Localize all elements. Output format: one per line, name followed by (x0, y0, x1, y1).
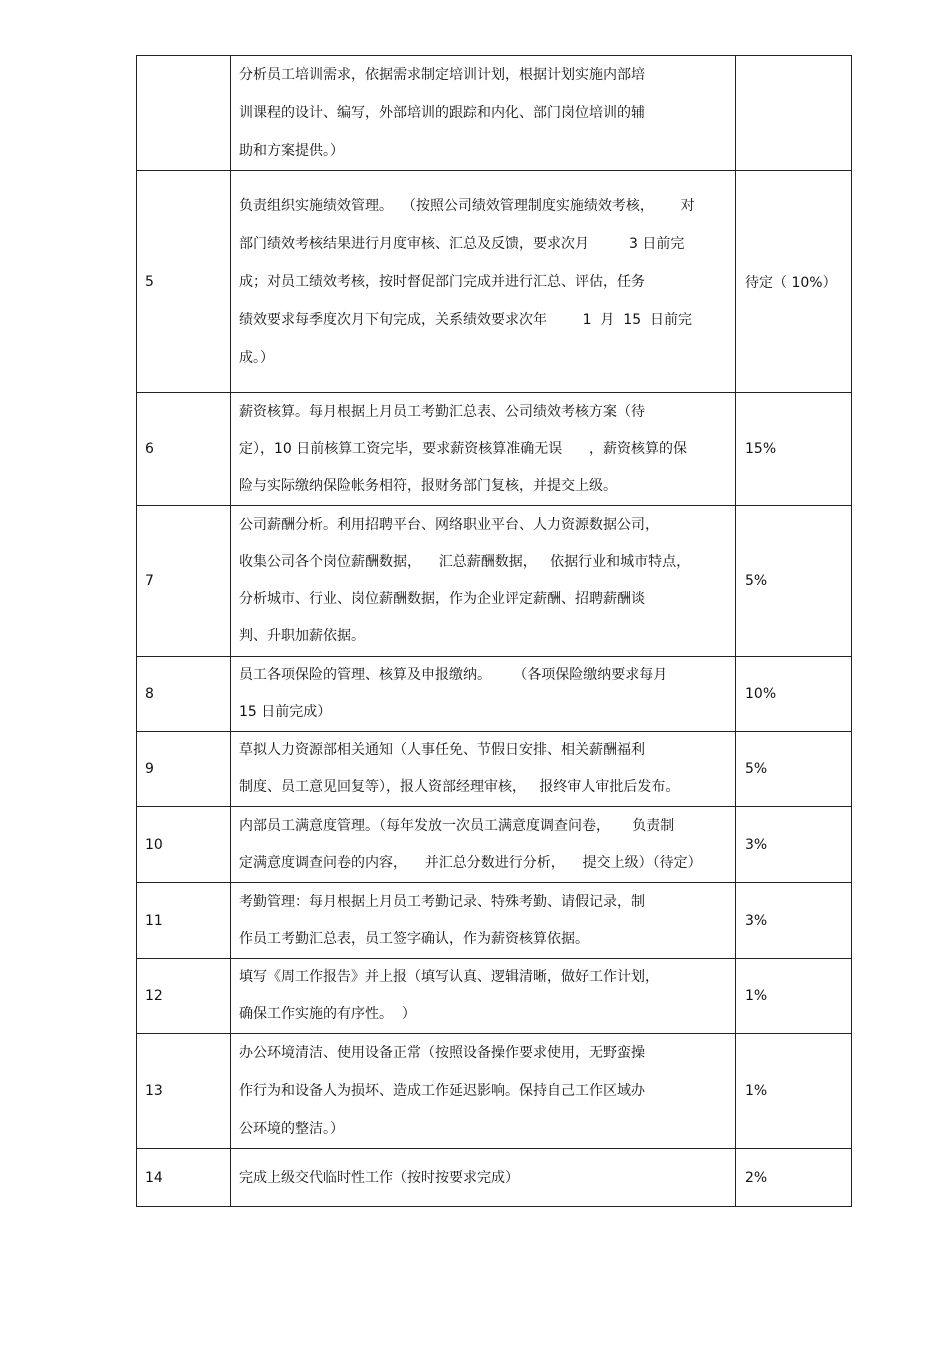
description-line: 助和方案提供。） (239, 143, 344, 159)
duty-description (231, 1149, 736, 1207)
description-line: 成；对员工绩效考核，按时督促部门完成并进行汇总、评估，任务 (239, 273, 645, 290)
description-line: 15 日前完成） (239, 704, 332, 720)
description-line: 险与实际缴纳保险帐务相符，报财务部门复核，并提交上级。 (239, 477, 617, 494)
description-line: 训课程的设计、编写，外部培训的跟踪和内化、部门岗位培训的辅 (239, 105, 645, 121)
row-number: 9 (137, 732, 231, 807)
description-line: 草拟人力资源部相关通知（人事任免、节假日安排、相关薪酬福利 (239, 742, 645, 758)
description-line: 收集公司各个岗位薪酬数据， 汇总薪酬数据， 依据行业和城市特点， (239, 554, 691, 570)
row-number: 11 (137, 883, 231, 959)
description-line: 定），10 日前核算工资完毕，要求薪资核算准确无误 ，薪资核算的保 (239, 440, 687, 457)
table-row (137, 732, 852, 807)
duty-table (136, 55, 852, 1207)
duty-description (231, 56, 736, 171)
duty-description (231, 732, 736, 807)
description-line: 部门绩效考核结果进行月度审核、汇总及反馈，要求次月 3 日前完 (239, 235, 685, 252)
description-line: 公环境的整洁。） (239, 1121, 344, 1137)
weight-cell: 待定（ 10%） (736, 171, 852, 393)
description-line: 完成上级交代临时性工作（按时按要求完成） (239, 1169, 519, 1186)
weight-cell: 1% (736, 959, 852, 1034)
description-line: 分析城市、行业、岗位薪酬数据，作为企业评定薪酬、招聘薪酬谈 (239, 591, 645, 607)
description-line: 确保工作实施的有序性。 ） (239, 1006, 416, 1022)
description-line: 定满意度调查问卷的内容， 并汇总分数进行分析， 提交上级）（待定） (239, 854, 702, 871)
weight-cell: 5% (736, 732, 852, 807)
weight-cell: 15% (736, 393, 852, 506)
description-line: 填写《周工作报告》并上报（填写认真、逻辑清晰，做好工作计划， (239, 969, 659, 985)
row-number: 5 (137, 171, 231, 393)
description-line: 考勤管理：每月根据上月员工考勤记录、特殊考勤、请假记录，制 (239, 893, 645, 910)
row-number: 13 (137, 1034, 231, 1149)
table-row (137, 883, 852, 959)
description-line: 绩效要求每季度次月下旬完成，关系绩效要求次年 1 月 15 日前完 (239, 311, 693, 328)
duty-description (231, 883, 736, 959)
row-number: 12 (137, 959, 231, 1034)
duty-description (231, 807, 736, 883)
row-number: 14 (137, 1149, 231, 1207)
description-line: 办公环境清洁、使用设备正常（按照设备操作要求使用，无野蛮操 (239, 1045, 645, 1061)
table-row (137, 1034, 852, 1149)
weight-cell: 1% (736, 1034, 852, 1149)
duty-description (231, 657, 736, 732)
table-row (137, 171, 852, 393)
weight-cell: 10% (736, 657, 852, 732)
description-line: 作行为和设备人为损坏、造成工作延迟影响。保持自己工作区域办 (239, 1083, 645, 1099)
description-line: 内部员工满意度管理。（每年发放一次员工满意度调查问卷， 负责制 (239, 817, 675, 834)
description-line: 负责组织实施绩效管理。 （按照公司绩效管理制度实施绩效考核， 对 (239, 197, 695, 214)
weight-cell (736, 56, 852, 171)
description-line: 公司薪酬分析。利用招聘平台、网络职业平台、人力资源数据公司， (239, 517, 659, 533)
description-line: 作员工考勤汇总表，员工签字确认，作为薪资核算依据。 (239, 930, 589, 947)
weight-cell: 3% (736, 883, 852, 959)
duty-description (231, 959, 736, 1034)
row-number: 6 (137, 393, 231, 506)
table-row (137, 959, 852, 1034)
table-row (137, 807, 852, 883)
row-number: 8 (137, 657, 231, 732)
description-line: 判、升职加薪依据。 (239, 628, 365, 644)
duty-description (231, 1034, 736, 1149)
description-line: 员工各项保险的管理、核算及申报缴纳。 （各项保险缴纳要求每月 (239, 667, 668, 683)
weight-cell: 2% (736, 1149, 852, 1207)
description-line: 薪资核算。每月根据上月员工考勤汇总表、公司绩效考核方案（待 (239, 403, 645, 420)
table-row (137, 506, 852, 657)
weight-cell: 5% (736, 506, 852, 657)
weight-cell: 3% (736, 807, 852, 883)
table-row (137, 1149, 852, 1207)
duty-description (231, 171, 736, 393)
row-number: 10 (137, 807, 231, 883)
description-line: 成。） (239, 349, 274, 366)
table-row (137, 657, 852, 732)
description-line: 分析员工培训需求，依据需求制定培训计划，根据计划实施内部培 (239, 67, 645, 83)
duty-description (231, 506, 736, 657)
description-line: 制度、员工意见回复等），报人资部经理审核， 报终审人审批后发布。 (239, 779, 680, 795)
table-row (137, 56, 852, 171)
table-row (137, 393, 852, 506)
row-number (137, 56, 231, 171)
duty-description (231, 393, 736, 506)
row-number: 7 (137, 506, 231, 657)
